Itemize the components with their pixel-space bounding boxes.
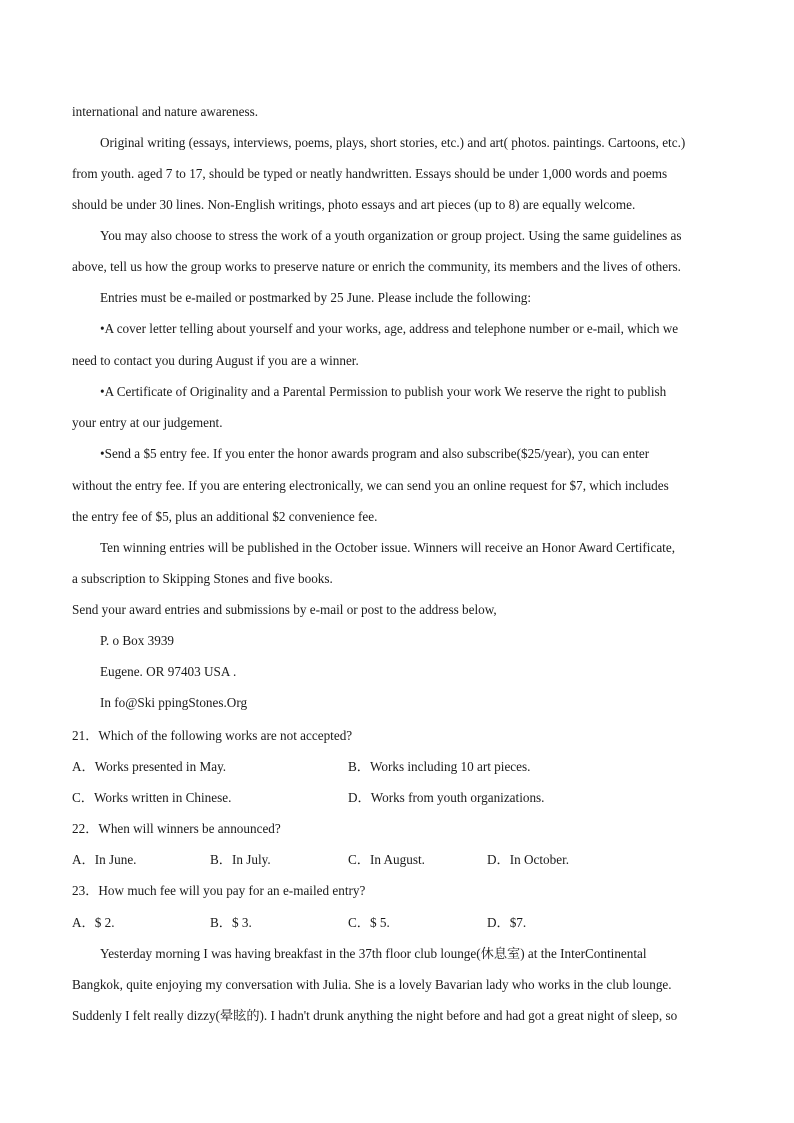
passage-line: Original writing (essays, interviews, poems, plays, short stories, etc.) and art( photos. paintings. Cartoons, etc.) xyxy=(100,135,686,150)
address-line: P. o Box 3939 xyxy=(100,633,175,648)
bullet-item: •A cover letter telling about yourself and your works, age, address and telephone number or e-mail, which we xyxy=(100,321,679,336)
question-option: A．In June. xyxy=(72,852,137,867)
passage-line: Send your award entries and submissions by e-mail or post to the address below, xyxy=(72,602,497,617)
passage-line: You may also choose to stress the work of a youth organization or group project. Using the same guidelines as xyxy=(100,228,682,243)
bullet-item: •Send a $5 entry fee. If you enter the honor awards program and also subscribe($25/year), you can enter xyxy=(100,446,650,461)
question-stem: 23．How much fee will you pay for an e-mailed entry? xyxy=(72,883,366,898)
passage-line: Suddenly I felt really dizzy(晕眩的). I hadn't drunk anything the night before and had got a great night of sleep, so xyxy=(72,1008,678,1023)
question-option: B．In July. xyxy=(210,852,271,867)
passage-line: Bangkok, quite enjoying my conversation with Julia. She is a lovely Bavarian lady who works in the club lounge. xyxy=(72,977,672,992)
question-option: A．$ 2. xyxy=(72,915,115,930)
passage-line: should be under 30 lines. Non-English writings, photo essays and art pieces (up to 8) are equally welcome. xyxy=(72,197,636,212)
question-option: B．Works including 10 art pieces. xyxy=(348,759,531,774)
passage-line: Entries must be e-mailed or postmarked by 25 June. Please include the following: xyxy=(100,290,532,305)
question-option: A．Works presented in May. xyxy=(72,759,227,774)
email-address: In fo@Ski ppingStones.Org xyxy=(100,695,248,710)
question-option: C．Works written in Chinese. xyxy=(72,790,232,805)
passage-line: from youth. aged 7 to 17, should be typed or neatly handwritten. Essays should be under 1,000 words and poems xyxy=(72,166,668,181)
question-option: D．In October. xyxy=(487,852,570,867)
passage-line: your entry at our judgement. xyxy=(72,415,223,430)
passage-line: international and nature awareness. xyxy=(72,104,259,119)
question-option: B．$ 3. xyxy=(210,915,252,930)
question-option: D．$7. xyxy=(487,915,527,930)
question-option: C．$ 5. xyxy=(348,915,390,930)
bullet-item: •A Certificate of Originality and a Parental Permission to publish your work We reserve the right to publish xyxy=(100,384,667,399)
address-line: Eugene. OR 97403 USA . xyxy=(100,664,237,679)
passage-line: the entry fee of $5, plus an additional $2 convenience fee. xyxy=(72,509,378,524)
passage-line: a subscription to Skipping Stones and five books. xyxy=(72,571,333,586)
question-option: D．Works from youth organizations. xyxy=(348,790,545,805)
passage-line: need to contact you during August if you are a winner. xyxy=(72,353,359,368)
passage-line: without the entry fee. If you are entering electronically, we can send you an online request for $7, which includes xyxy=(72,478,669,493)
passage-line: Ten winning entries will be published in the October issue. Winners will receive an Honor Award Certificate, xyxy=(100,540,675,555)
passage-line: above, tell us how the group works to preserve nature or enrich the community, its members and the lives of others. xyxy=(72,259,681,274)
question-stem: 22．When will winners be announced? xyxy=(72,821,281,836)
question-option: C．In August. xyxy=(348,852,425,867)
passage-line: Yesterday morning I was having breakfast in the 37th floor club lounge(休息室) at the InterContinental xyxy=(100,946,647,961)
question-stem: 21．Which of the following works are not accepted? xyxy=(72,728,353,743)
